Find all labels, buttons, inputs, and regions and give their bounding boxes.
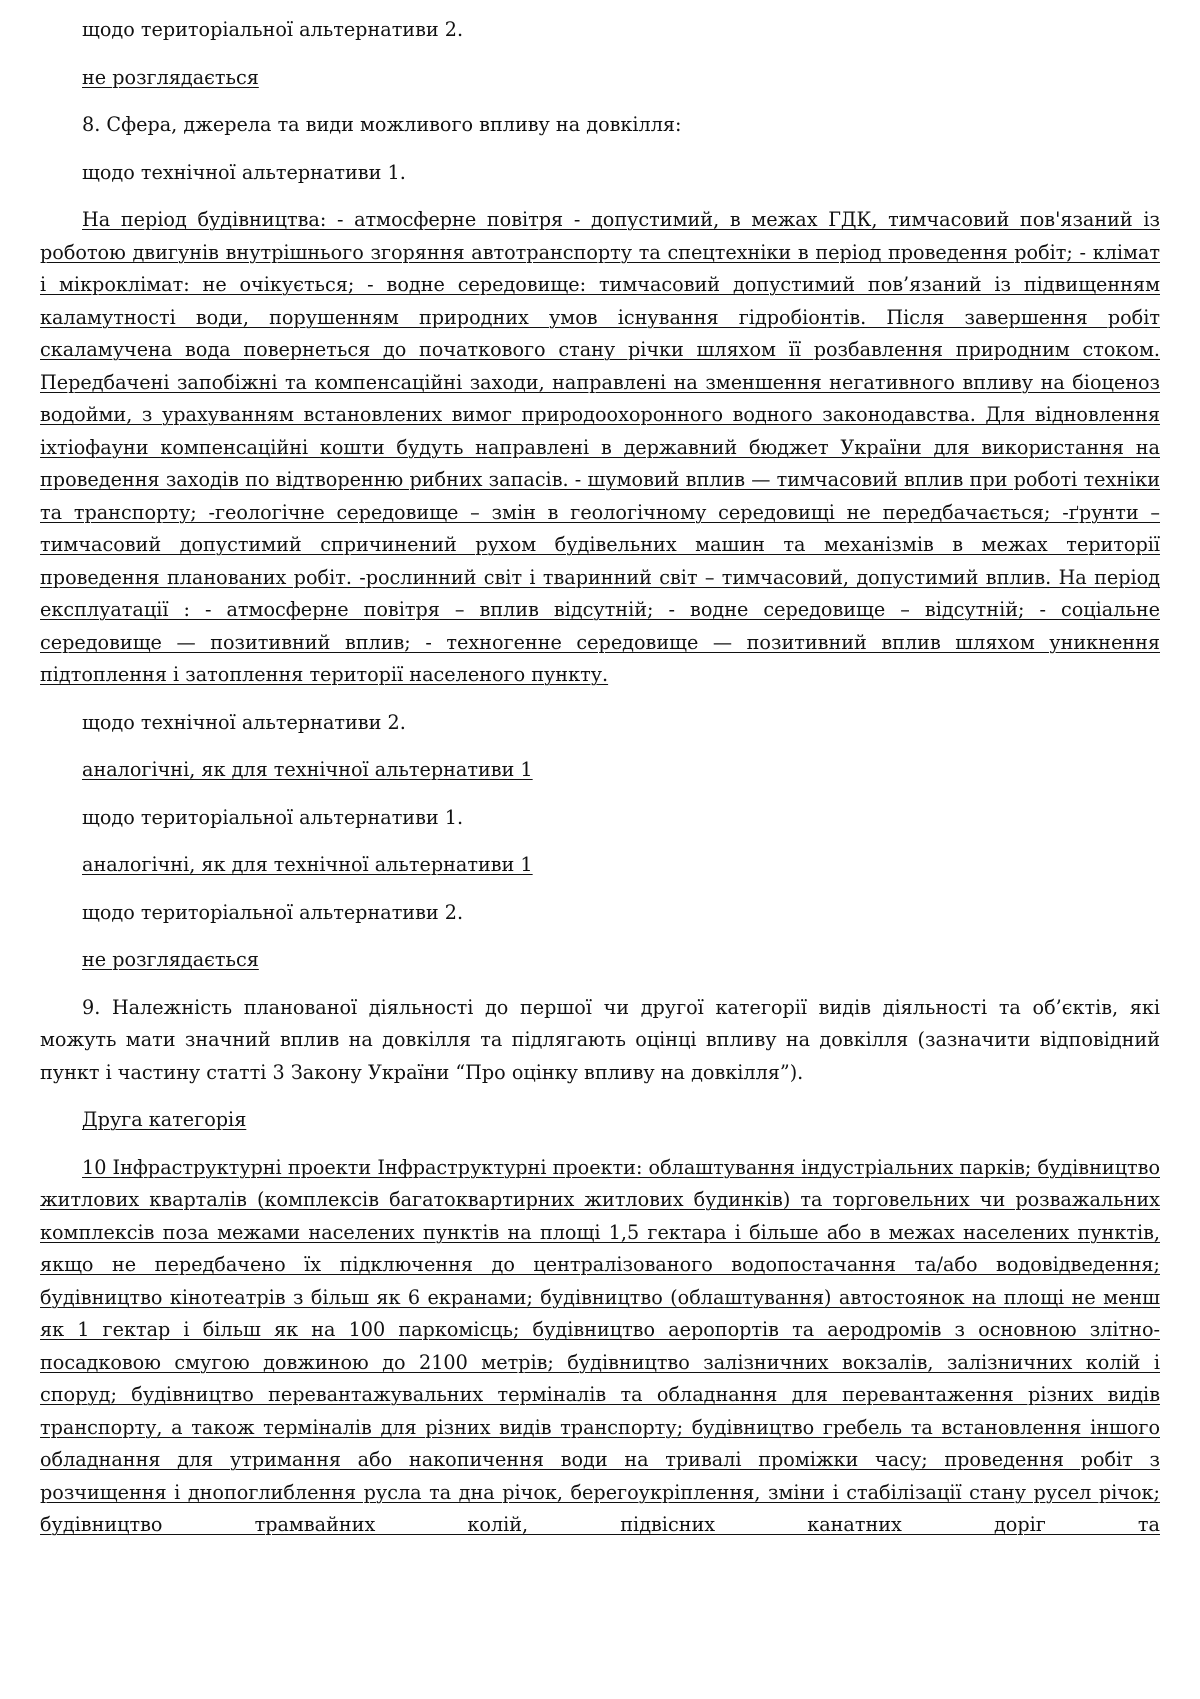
- para-text: щодо територіальної альтернативи 2.: [82, 18, 464, 41]
- para-text: щодо технічної альтернативи 1.: [82, 160, 406, 184]
- para-text: щодо територіальної альтернативи 1.: [82, 805, 464, 829]
- section-9-heading: [40, 992, 1160, 1090]
- para-infrastructure-projects: [40, 1152, 1160, 1542]
- para-text: На період будівництва: - атмосферне повітря - допустимий, в межах ГДК, тимчасовий пов'язаний із роботою двигунів внутрішнього згоряння автотранспорту та спецтехніки в період проведення робіт; - клімат і мікроклімат: не очікується; - водне середовище: тимчасовий допустимий пов’язаний із підвищенням каламутності води, порушенням природних умов існування гідробіонтів. Після завершення робіт скаламучена вода повернеться до початкового стану річки шляхом її розбавлення природним стоком. Передбачені запобіжні та компенсаційні заходи, направлені на зменшення негативного впливу на біоценоз водойми, з урахуванням встановлених вимог природоохоронного водного законодавства. Для відновлення іхтіофауни компенсаційні кошти будуть направлені в державний бюджет України для використання на проведення заходів по відтворенню рибних запасів. - шумовий вплив — тимчасовий вплив при роботі техніки та транспорту; -геологічне середовище – змін в геологічному середовищі не передбачається; -ґрунти – тимчасовий допустимий спричинений рухом будівельних машин та механізмів в межах території проведення планованих робіт. -рослинний світ і тваринний світ – тимчасовий, допустимий вплив. На період експлуатації : - атмосферне повітря – вплив відсутній; - водне середовище – відсутній; - соціальне середовище — позитивний вплив; - техногенне середовище — позитивний вплив шляхом уникнення підтоплення і затоплення території населеного пункту.: [40, 208, 1160, 686]
- para-territorial-alt-2-heading: [40, 14, 1160, 47]
- para-text: Друга категорія: [82, 1108, 247, 1131]
- para-text: щодо технічної альтернативи 2.: [82, 710, 406, 734]
- para-text: не розглядається: [82, 948, 259, 971]
- para-not-considered-b: [40, 944, 1160, 977]
- para-text: 8. Сфера, джерела та види можливого впливу на довкілля:: [82, 113, 682, 136]
- para-same-as-tech-1: [40, 754, 1160, 787]
- para-text: 9. Належність планованої діяльності до першої чи другої категорії видів діяльності та об’єктів, які можуть мати значний вплив на довкілля та підлягають оцінці впливу на довкілля (зазначити відповідний пункт і частину статті 3 Закону України “Про оцінку впливу на довкілля”).: [40, 995, 1160, 1084]
- para-text: не розглядається: [82, 65, 259, 89]
- para-technical-alt-1-heading: [40, 157, 1160, 190]
- para-text: 10 Інфраструктурні проекти Інфраструктурні проекти: облаштування індустріальних парків; будівництво житлових кварталів (комплексів багатоквартирних житлових будинків) та торговельних чи розважальних комплексів поза межами населених пунктів на площі 1,5 гектара і більше або в межах населених пунктів, якщо не передбачено їх підключення до централізованого водопостачання та/або водовідведення; будівництво кінотеатрів з більш як 6 екранами; будівництво (облаштування) автостоянок на площі не менш як 1 гектар і більш як на 100 паркомісць; будівництво аеропортів та аеродромів з основною злітно-посадковою смугою довжиною до 2100 метрів; будівництво залізничних вокзалів, залізничних колій і споруд; будівництво перевантажувальних терміналів та обладнання для перевантаження різних видів транспорту, а також терміналів для різних видів транспорту; будівництво гребель та встановлення іншого обладнання для утримання або накопичення води на тривалі проміжки часу; проведення робіт з розчищення і днопоглиблення русла та дна річок, берегоукріплення, зміни і стабілізації стану русел річок; будівництво трамвайних колій, підвісних канатних доріг та: [40, 1155, 1160, 1536]
- para-text: щодо територіальної альтернативи 2.: [82, 900, 464, 924]
- para-territorial-alt-2-heading-b: [40, 897, 1160, 930]
- para-second-category: [40, 1104, 1160, 1137]
- para-technical-alt-2-heading: [40, 707, 1160, 740]
- para-text: аналогічні, як для технічної альтернативи 1: [82, 758, 533, 781]
- para-same-as-tech-1-b: [40, 849, 1160, 882]
- para-text: аналогічні, як для технічної альтернативи 1: [82, 853, 533, 876]
- para-impact-description: [40, 204, 1160, 692]
- para-not-considered: [40, 62, 1160, 95]
- para-territorial-alt-1-heading: [40, 802, 1160, 835]
- section-8-heading: [40, 109, 1160, 142]
